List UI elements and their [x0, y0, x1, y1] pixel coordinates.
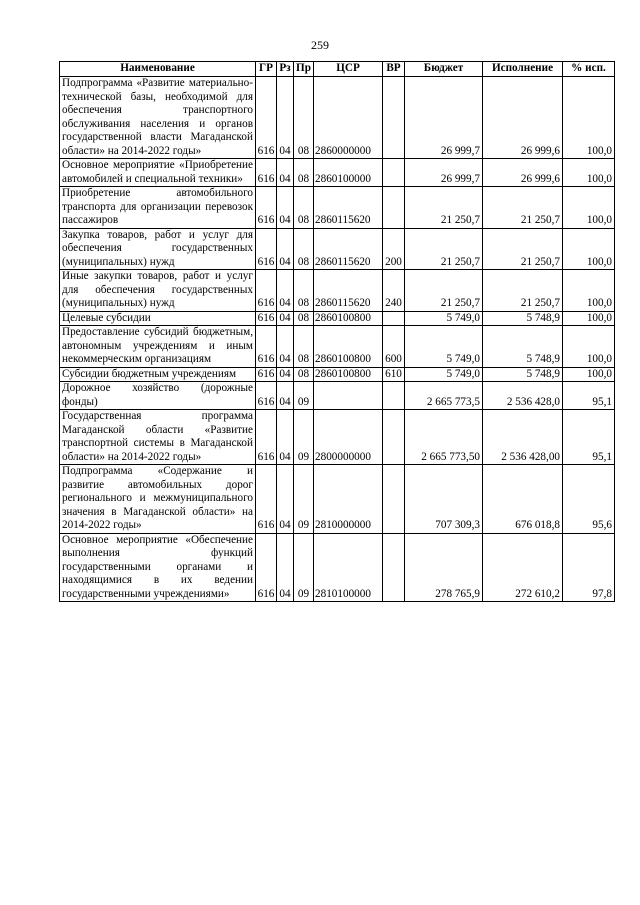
table-row: [60, 382, 615, 410]
row-rz-cell: 04: [277, 159, 294, 187]
row-gr-cell: 616: [256, 228, 277, 270]
row-vr-cell: [383, 533, 405, 602]
header-pr: Пр: [294, 62, 314, 77]
row-csr-cell: 2810100000: [314, 533, 383, 602]
row-pct-cell: 100,0: [563, 187, 615, 229]
row-execution-cell: 21 250,7: [483, 228, 563, 270]
row-budget-cell: 278 765,9: [405, 533, 483, 602]
row-pct-cell: 100,0: [563, 270, 615, 312]
row-rz-cell: 04: [277, 187, 294, 229]
table-row: [60, 326, 615, 368]
row-csr-cell: [314, 382, 383, 410]
table-row: [60, 159, 615, 187]
row-vr-cell: [383, 311, 405, 326]
row-csr-cell: 2860115620: [314, 228, 383, 270]
table-row: [60, 311, 615, 326]
row-name-cell: Предоставление субсидий бюджетным, автономным учреждениям и иным некоммерческим организациям: [60, 326, 256, 368]
row-rz-cell: 04: [277, 410, 294, 465]
row-pct-cell: 100,0: [563, 77, 615, 159]
row-budget-cell: 5 749,0: [405, 326, 483, 368]
header-gr: ГР: [256, 62, 277, 77]
row-budget-cell: 2 665 773,50: [405, 410, 483, 465]
row-vr-cell: 200: [383, 228, 405, 270]
row-pr-cell: 08: [294, 326, 314, 368]
header-row: [60, 62, 615, 77]
row-pr-cell: 09: [294, 465, 314, 534]
row-gr-cell: 616: [256, 270, 277, 312]
row-csr-cell: 2860100800: [314, 311, 383, 326]
row-execution-cell: 21 250,7: [483, 187, 563, 229]
row-gr-cell: 616: [256, 533, 277, 602]
row-rz-cell: 04: [277, 382, 294, 410]
row-name-cell: Государственная программа Магаданской области «Развитие транспортной системы в Магаданской области» на 2014-2022 годы»: [60, 410, 256, 465]
table-row: [60, 465, 615, 534]
row-vr-cell: [383, 465, 405, 534]
row-execution-cell: 676 018,8: [483, 465, 563, 534]
row-execution-cell: 26 999,6: [483, 77, 563, 159]
header-execution: Исполнение: [483, 62, 563, 77]
table-body: [60, 77, 615, 602]
row-gr-cell: 616: [256, 77, 277, 159]
row-pr-cell: 08: [294, 311, 314, 326]
budget-table: [59, 61, 615, 602]
row-name-cell: Основное мероприятие «Приобретение автомобилей и специальной техники»: [60, 159, 256, 187]
row-gr-cell: 616: [256, 311, 277, 326]
row-name-cell: Дорожное хозяйство (дорожные фонды): [60, 382, 256, 410]
row-rz-cell: 04: [277, 465, 294, 534]
header-name: Наименование: [60, 62, 256, 77]
row-vr-cell: [383, 159, 405, 187]
row-csr-cell: 2810000000: [314, 465, 383, 534]
row-budget-cell: 707 309,3: [405, 465, 483, 534]
row-csr-cell: 2860000000: [314, 77, 383, 159]
row-execution-cell: 26 999,6: [483, 159, 563, 187]
row-pct-cell: 95,6: [563, 465, 615, 534]
header-csr: ЦСР: [314, 62, 383, 77]
row-csr-cell: 2860115620: [314, 187, 383, 229]
row-name-cell: Приобретение автомобильного транспорта для организации перевозок пассажиров: [60, 187, 256, 229]
row-pr-cell: 08: [294, 270, 314, 312]
row-csr-cell: 2800000000: [314, 410, 383, 465]
row-rz-cell: 04: [277, 533, 294, 602]
row-rz-cell: 04: [277, 77, 294, 159]
row-pr-cell: 08: [294, 187, 314, 229]
row-vr-cell: [383, 77, 405, 159]
row-rz-cell: 04: [277, 367, 294, 382]
row-gr-cell: 616: [256, 410, 277, 465]
row-execution-cell: 2 536 428,0: [483, 382, 563, 410]
table-row: [60, 367, 615, 382]
row-budget-cell: 2 665 773,5: [405, 382, 483, 410]
row-name-cell: Подпрограмма «Развитие материально-технической базы, необходимой для обеспечения транспортного обслуживания населения и органов государственной власти Магаданской области» на 2014-2022 годы»: [60, 77, 256, 159]
row-budget-cell: 21 250,7: [405, 270, 483, 312]
row-gr-cell: 616: [256, 326, 277, 368]
header-pct: % исп.: [563, 62, 615, 77]
row-pr-cell: 08: [294, 367, 314, 382]
row-vr-cell: [383, 187, 405, 229]
row-pr-cell: 08: [294, 159, 314, 187]
row-rz-cell: 04: [277, 228, 294, 270]
row-pr-cell: 09: [294, 410, 314, 465]
header-rz: Рз: [277, 62, 294, 77]
table-row: [60, 410, 615, 465]
row-budget-cell: 21 250,7: [405, 228, 483, 270]
row-name-cell: Основное мероприятие «Обеспечение выполнения функций государственными органами и находящимися в их ведении государственными учреждениями»: [60, 533, 256, 602]
row-vr-cell: 600: [383, 326, 405, 368]
row-name-cell: Целевые субсидии: [60, 311, 256, 326]
page-number: 259: [311, 38, 329, 52]
row-execution-cell: 5 748,9: [483, 311, 563, 326]
row-pr-cell: 08: [294, 228, 314, 270]
row-pct-cell: 100,0: [563, 159, 615, 187]
row-vr-cell: [383, 382, 405, 410]
row-execution-cell: 2 536 428,00: [483, 410, 563, 465]
table-row: [60, 187, 615, 229]
header-vr: ВР: [383, 62, 405, 77]
row-rz-cell: 04: [277, 311, 294, 326]
row-execution-cell: 5 748,9: [483, 326, 563, 368]
row-pct-cell: 100,0: [563, 228, 615, 270]
row-csr-cell: 2860115620: [314, 270, 383, 312]
row-pct-cell: 100,0: [563, 326, 615, 368]
row-execution-cell: 272 610,2: [483, 533, 563, 602]
row-pr-cell: 08: [294, 77, 314, 159]
row-budget-cell: 21 250,7: [405, 187, 483, 229]
table-row: [60, 77, 615, 159]
row-vr-cell: [383, 410, 405, 465]
row-pct-cell: 100,0: [563, 311, 615, 326]
row-gr-cell: 616: [256, 367, 277, 382]
table-row: [60, 270, 615, 312]
row-vr-cell: 610: [383, 367, 405, 382]
row-gr-cell: 616: [256, 465, 277, 534]
row-budget-cell: 26 999,7: [405, 77, 483, 159]
row-budget-cell: 26 999,7: [405, 159, 483, 187]
row-execution-cell: 21 250,7: [483, 270, 563, 312]
row-budget-cell: 5 749,0: [405, 367, 483, 382]
row-name-cell: Иные закупки товаров, работ и услуг для обеспечения государственных (муниципальных) нужд: [60, 270, 256, 312]
row-pct-cell: 97,8: [563, 533, 615, 602]
row-csr-cell: 2860100000: [314, 159, 383, 187]
row-rz-cell: 04: [277, 326, 294, 368]
row-pct-cell: 95,1: [563, 410, 615, 465]
row-pr-cell: 09: [294, 382, 314, 410]
row-csr-cell: 2860100800: [314, 367, 383, 382]
header-budget: Бюджет: [405, 62, 483, 77]
row-pr-cell: 09: [294, 533, 314, 602]
row-gr-cell: 616: [256, 159, 277, 187]
row-gr-cell: 616: [256, 382, 277, 410]
row-vr-cell: 240: [383, 270, 405, 312]
row-rz-cell: 04: [277, 270, 294, 312]
row-csr-cell: 2860100800: [314, 326, 383, 368]
row-name-cell: Субсидии бюджетным учреждениям: [60, 367, 256, 382]
row-pct-cell: 100,0: [563, 367, 615, 382]
row-budget-cell: 5 749,0: [405, 311, 483, 326]
row-name-cell: Подпрограмма «Содержание и развитие автомобильных дорог регионального и межмуниципального значения в Магаданской области» на 2014-2022 годы»: [60, 465, 256, 534]
table-row: [60, 228, 615, 270]
row-execution-cell: 5 748,9: [483, 367, 563, 382]
row-pct-cell: 95,1: [563, 382, 615, 410]
row-name-cell: Закупка товаров, работ и услуг для обеспечения государственных (муниципальных) нужд: [60, 228, 256, 270]
row-gr-cell: 616: [256, 187, 277, 229]
table-row: [60, 533, 615, 602]
